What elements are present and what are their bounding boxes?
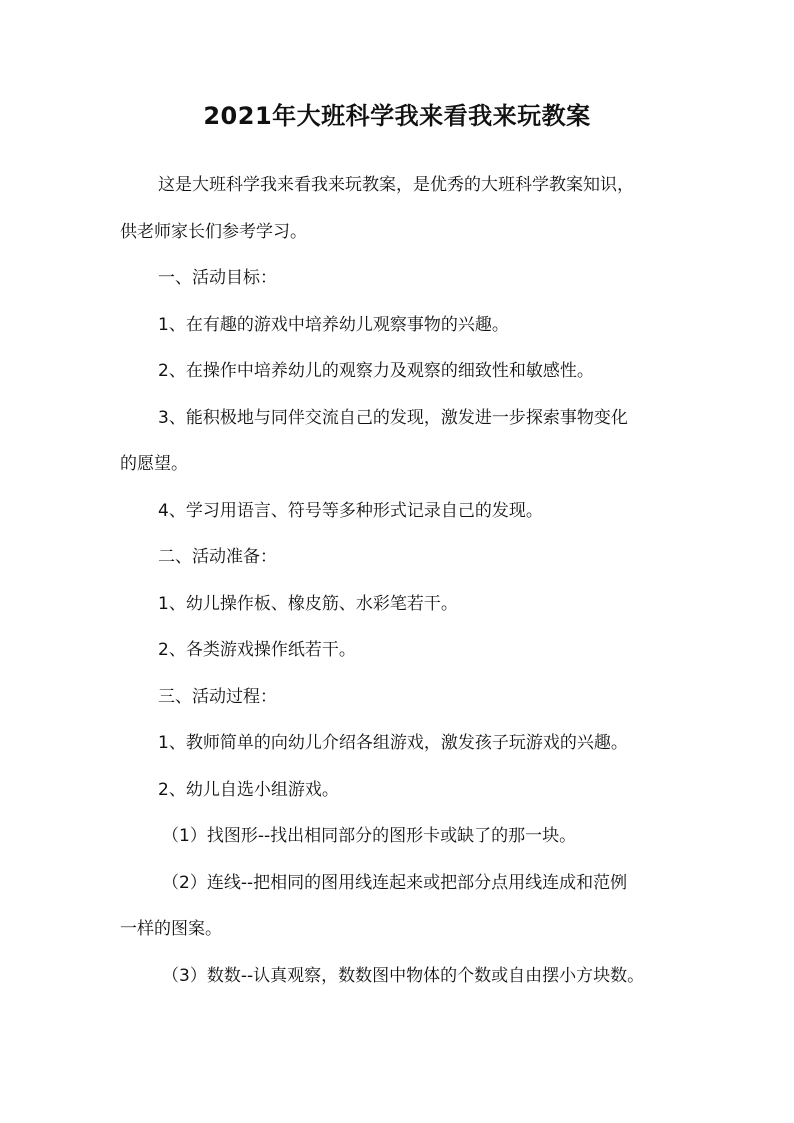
section-heading-goals: 一、活动目标： — [158, 268, 277, 288]
game-item-2-line-1: （2）连线--把相同的图用线连起来或把部分点用线连成和范例 — [162, 872, 628, 893]
intro-line-2: 供老师家长们参考学习。 — [120, 221, 307, 242]
game-item-3: （3）数数--认真观察，数数图中物体的个数或自由摆小方块数。 — [162, 965, 645, 986]
goal-item-3-line-1: 3、能积极地与同伴交流自己的发现，激发进一步探索事物变化 — [158, 407, 628, 428]
document-body — [120, 162, 680, 999]
intro-line-1: 这是大班科学我来看我来玩教案，是优秀的大班科学教案知识， — [158, 175, 634, 195]
section-heading-process: 三、活动过程： — [158, 686, 277, 707]
section-heading-preparation: 二、活动准备： — [158, 547, 277, 567]
goal-item-1: 1、在有趣的游戏中培养幼儿观察事物的兴趣。 — [158, 314, 509, 335]
game-item-2-line-2: 一样的图案。 — [120, 919, 222, 939]
process-item-2: 2、幼儿自选小组游戏。 — [158, 779, 339, 800]
game-item-1: （1）找图形--找出相同部分的图形卡或缺了的那一块。 — [162, 826, 577, 846]
goal-item-4: 4、学习用语言、符号等多种形式记录自己的发现。 — [158, 500, 543, 521]
goal-item-2: 2、在操作中培养幼儿的观察力及观察的细致性和敏感性。 — [158, 361, 594, 381]
preparation-item-1: 1、幼儿操作板、橡皮筋、水彩笔若干。 — [158, 593, 458, 614]
process-item-1: 1、教师简单的向幼儿介绍各组游戏，激发孩子玩游戏的兴趣。 — [158, 733, 628, 753]
document-title: 2021年大班科学我来看我来玩教案 — [203, 102, 591, 130]
goal-item-3-line-2: 的愿望。 — [120, 454, 188, 474]
preparation-item-2: 2、各类游戏操作纸若干。 — [158, 640, 356, 660]
